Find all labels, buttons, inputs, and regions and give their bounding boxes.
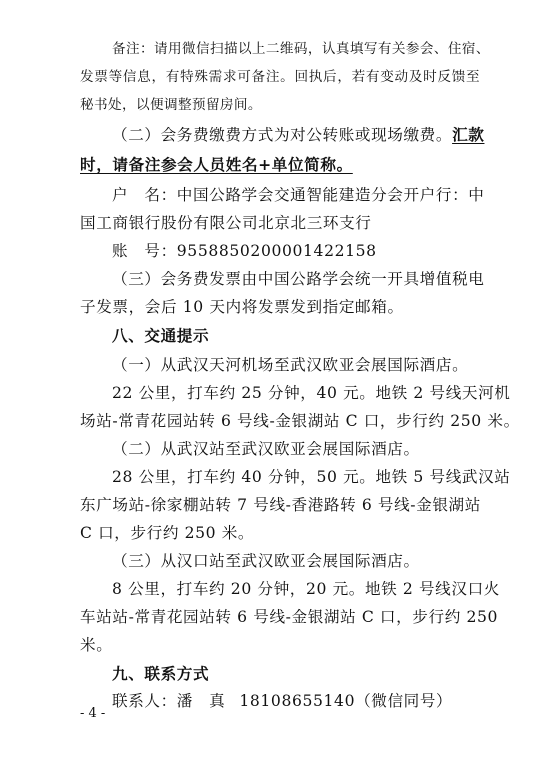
remittance-emphasis: 汇款 [452,125,485,144]
account-name-line: 户 名：中国公路学会交通智能建造分会开户行：中 [112,186,485,204]
note-line-2: 发票等信息，有特殊需求可备注。回执后，若有变动及时反馈至 [80,69,480,85]
contact-line [112,690,512,712]
section-heading-contact: 九、联系方式 [112,665,210,683]
route-1-detail-1: 22 公里，打车约 25 分钟，40 元。地铁 2 号线天河机 [112,384,511,402]
route-3-detail-3: 米。 [80,636,113,654]
page-number: - 4 - [80,706,106,721]
route-2-title: （二）从武汉站至武汉欧亚会展国际酒店。 [112,440,420,458]
contact-phone: 18108655140（微信同号） [239,692,453,710]
route-1-title: （一）从武汉天河机场至武汉欧亚会展国际酒店。 [112,356,469,374]
account-number-line: 账 号：9558850200001422158 [112,242,377,260]
payment-method-line [112,124,512,146]
route-3-detail-1: 8 公里，打车约 20 分钟，20 元。地铁 2 号线汉口火 [112,580,500,598]
bank-name-line: 国工商银行股份有限公司北京北三环支行 [80,214,372,232]
route-3-detail-2: 车站站-常青花园站转 6 号线-金银湖站 C 口，步行约 250 [80,608,499,626]
route-1-detail-2: 场站-常青花园站转 6 号线-金银湖站 C 口，步行约 250 米。 [80,412,520,430]
section-heading-traffic: 八、交通提示 [112,327,210,345]
invoice-line-1: （三）会务费发票由中国公路学会统一开具增值税电 [112,270,485,288]
contact-person: 联系人：潘 真 [112,692,226,710]
route-2-detail-1: 28 公里，打车约 40 分钟，50 元。地铁 5 号线武汉站 [112,468,511,486]
invoice-line-2: 子发票，会后 10 天内将发票发到指定邮箱。 [80,298,404,316]
route-3-title: （三）从汉口站至武汉欧亚会展国际酒店。 [112,552,420,570]
route-2-detail-2: 东广场站-徐家棚站转 7 号线-香港路转 6 号线-金银湖站 [80,496,481,514]
route-2-detail-3: C 口，步行约 250 米。 [80,524,255,542]
note-line-1: 备注：请用微信扫描以上二维码，认真填写有关参会、住宿、 [112,41,490,57]
payment-method-text: （二）会务费缴费方式为对公转账或现场缴费。 [112,126,453,144]
note-line-3: 秘书处，以便调整预留房间。 [80,97,262,113]
remittance-note: 时，请备注参会人员姓名+单位简称。 [80,155,353,174]
